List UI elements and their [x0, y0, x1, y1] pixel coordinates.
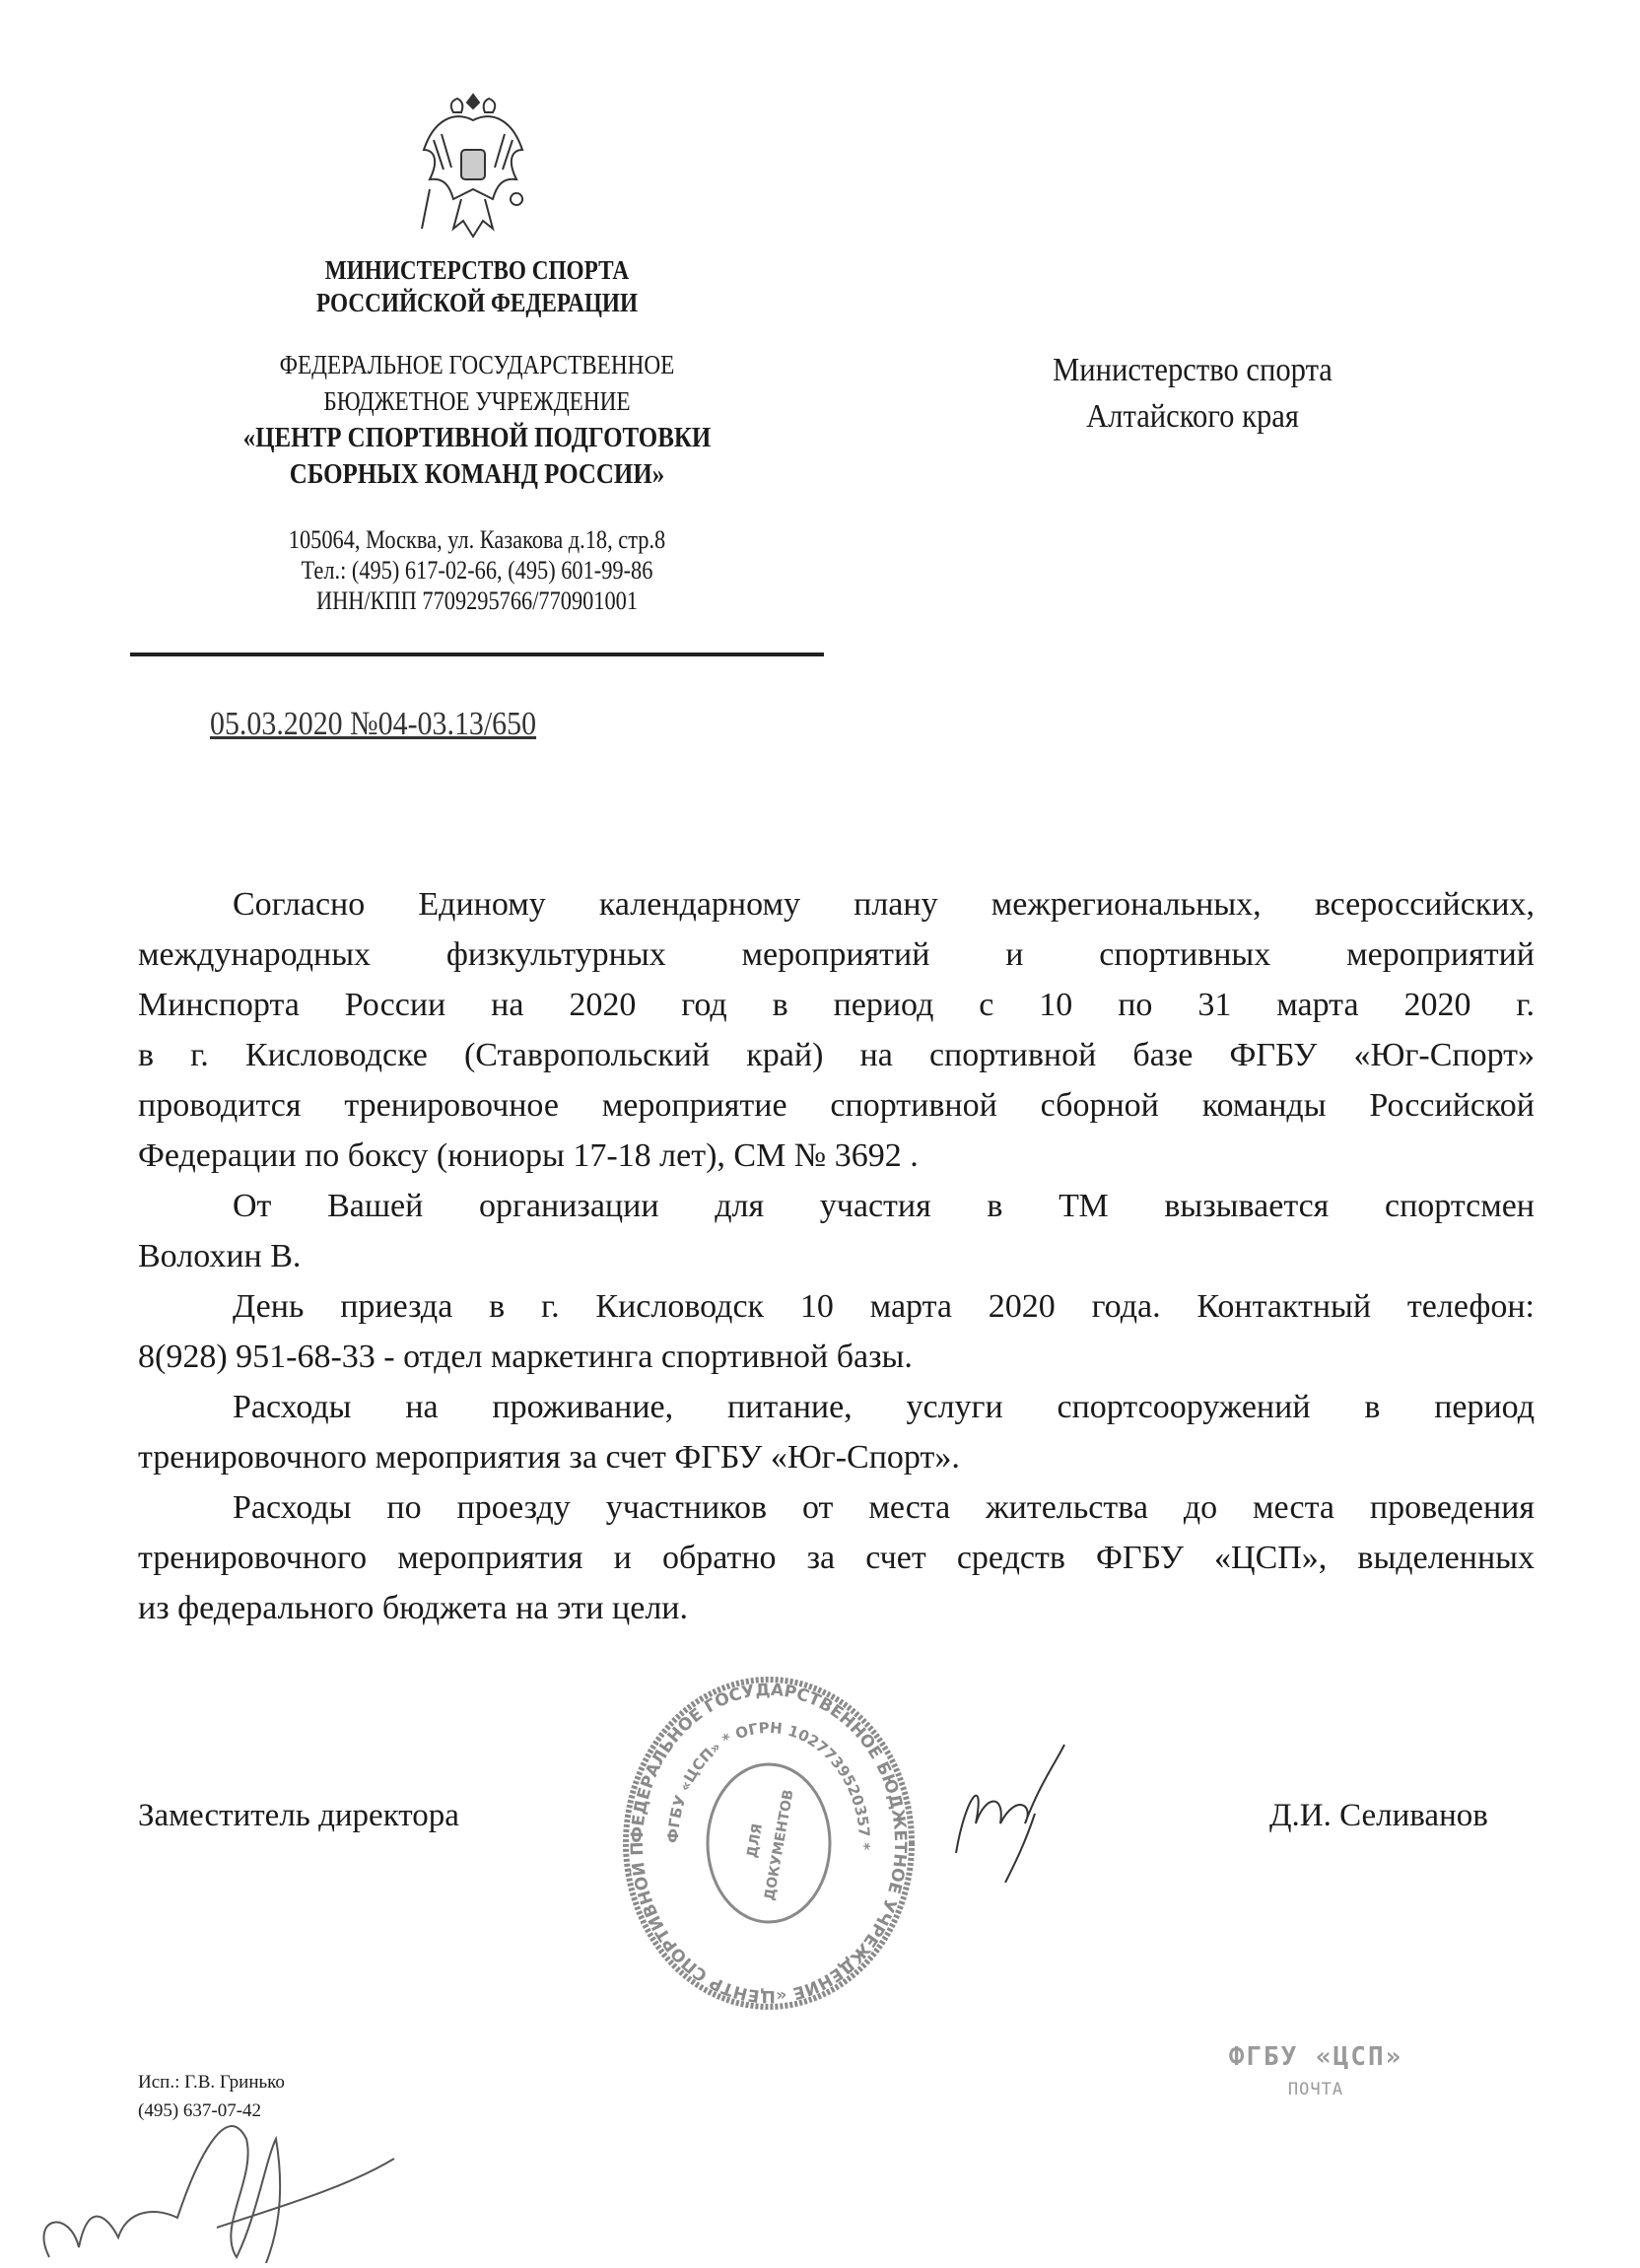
paragraph-1	[138, 879, 1535, 1181]
org-line-2: БЮДЖЕТНОЕ УЧРЕЖДЕНИЕ	[323, 386, 631, 416]
org-inn: ИНН/КПП 7709295766/770901001	[315, 586, 639, 615]
text-line: из федерального бюджета на эти цели.	[138, 1590, 688, 1626]
ministry-line-2: РОССИЙСКОЙ ФЕДЕРАЦИИ	[315, 288, 639, 317]
letter-body	[138, 879, 1535, 1633]
handwritten-initials	[30, 2099, 404, 2268]
official-seal	[621, 1676, 917, 2011]
organization-contacts	[178, 524, 775, 616]
text-line: Расходы по проезду участников от места жительства до места проведения	[233, 1489, 1535, 1526]
addressee-line-1: Министерство спорта	[1053, 352, 1332, 388]
ministry-name	[178, 254, 775, 319]
handwritten-signature	[946, 1735, 1074, 1888]
text-line: в г. Кисловодске (Ставропольский край) на спортивной базе ФГБУ «Юг-Спорт»	[138, 1037, 1535, 1073]
text-line: международных физкультурных мероприятий и спортивных мероприятий	[138, 936, 1535, 973]
executor-phone: (495) 637-07-42	[138, 2100, 262, 2121]
addressee-line-2: Алтайского края	[1086, 398, 1299, 435]
text-line: 8(928) 951-68-33 - отдел маркетинга спортивной базы.	[138, 1339, 913, 1375]
seal-center-line-2: ДОКУМЕНТОВ	[762, 1788, 797, 1902]
seal-outer-text: ФЕДЕРАЛЬНОЕ ГОСУДАРСТВЕННОЕ БЮДЖЕТНОЕ УЧРЕЖДЕНИЕ «ЦЕНТР СПОРТИВНОЙ П	[627, 1680, 911, 2007]
seal-inner-text: ФГБУ «ЦСП» * ОГРН 1027739520357 *	[663, 1718, 874, 1851]
text-line: тренировочного мероприятия и обратно за счет средств ФГБУ «ЦСП», выделенных	[138, 1540, 1535, 1576]
document-date-number: 05.03.2020 №04-03.13/650	[210, 706, 537, 742]
organization-name	[178, 347, 775, 493]
org-line-4: СБОРНЫХ КОМАНД РОССИИ»	[289, 458, 665, 490]
text-line: От Вашей организации для участия в ТМ вызывается спортсмен	[233, 1188, 1535, 1224]
paragraph-5	[138, 1482, 1535, 1633]
signatory-name: Д.И. Селиванов	[1269, 1798, 1488, 1833]
org-phones: Тел.: (495) 617-02-66, (495) 601-99-86	[301, 556, 653, 584]
mail-stamp-line-1: ФГБУ «ЦСП»	[1228, 2042, 1403, 2072]
paragraph-4	[138, 1382, 1535, 1482]
mail-stamp	[1202, 2042, 1429, 2099]
executor-name: Исп.: Г.В. Гринько	[138, 2072, 285, 2093]
paragraph-2	[138, 1181, 1535, 1281]
text-line: Федерации по боксу (юниоры 17-18 лет), СМ № 3692 .	[138, 1137, 919, 1174]
header-divider	[130, 653, 824, 656]
org-line-1: ФЕДЕРАЛЬНОЕ ГОСУДАРСТВЕННОЕ	[279, 350, 675, 379]
text-line: Минспорта России на 2020 год в период с 10 по 31 марта 2020 г.	[138, 987, 1535, 1023]
text-line: Расходы на проживание, питание, услуги спортсооружений в период	[233, 1389, 1535, 1425]
mail-stamp-line-2: ПОЧТА	[1287, 2080, 1344, 2099]
addressee	[1006, 347, 1379, 440]
org-line-3: «ЦЕНТР СПОРТИВНОЙ ПОДГОТОВКИ	[242, 422, 712, 453]
signatory-position: Заместитель директора	[138, 1798, 459, 1833]
text-line: Волохин В.	[138, 1238, 302, 1274]
text-line: Согласно Единому календарному плану межрегиональных, всероссийских,	[233, 886, 1535, 923]
paragraph-3	[138, 1281, 1535, 1382]
text-line: проводится тренировочное мероприятие спортивной сборной команды Российской	[138, 1087, 1535, 1124]
text-line: тренировочного мероприятия за счет ФГБУ «Юг-Спорт».	[138, 1439, 960, 1476]
text-line: День приезда в г. Кисловодск 10 марта 2020 года. Контактный телефон:	[233, 1288, 1535, 1325]
ministry-line-1: МИНИСТЕРСТВО СПОРТА	[324, 255, 630, 285]
coat-of-arms-emblem	[414, 91, 532, 250]
svg-text:ФГБУ «ЦСП» * ОГРН 102773952035	[664, 1719, 873, 1851]
org-address: 105064, Москва, ул. Казакова д.18, стр.8	[288, 525, 666, 554]
seal-center-line-1: ДЛЯ	[744, 1821, 767, 1860]
